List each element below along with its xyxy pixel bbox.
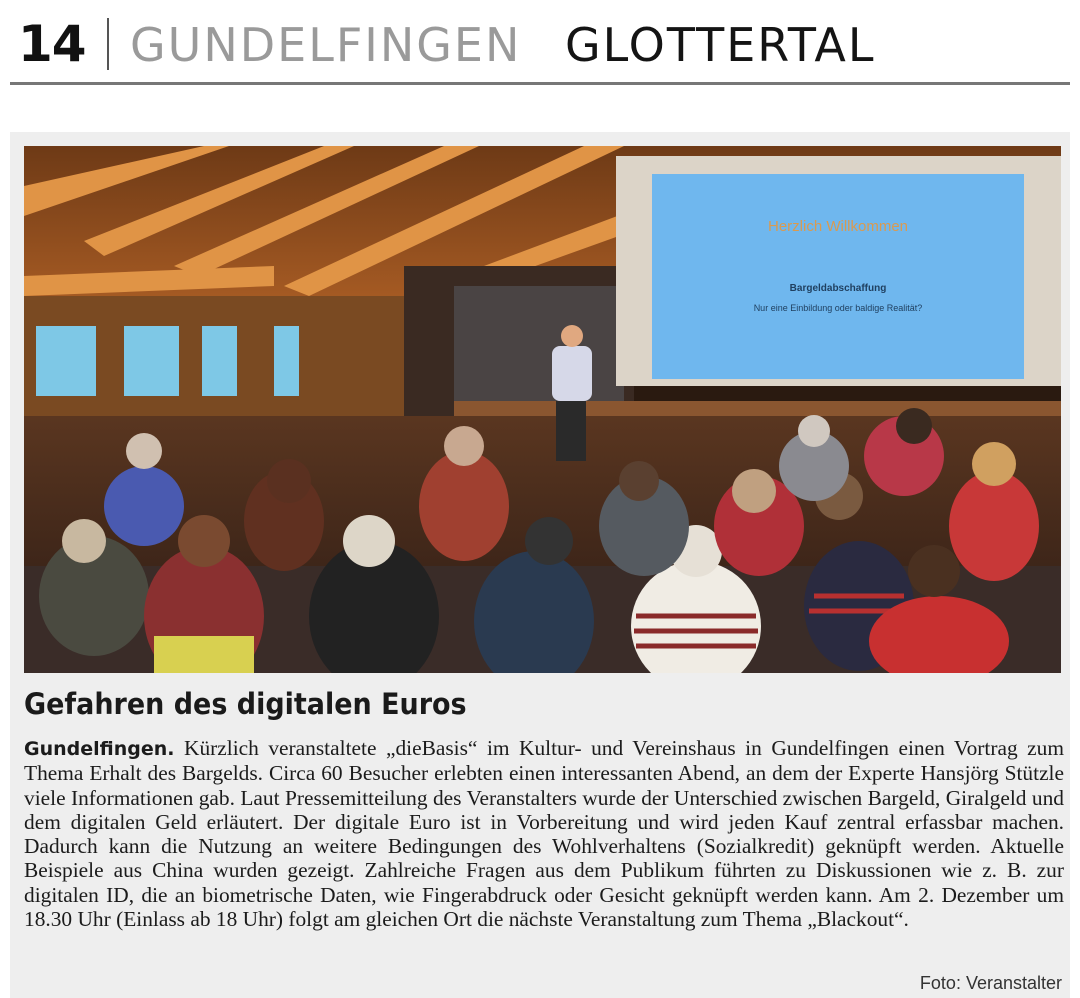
section-title-local: GUNDELFINGEN (130, 18, 522, 72)
page-number: 14 (18, 15, 86, 73)
slide-line1: Bargeldabschaffung (789, 283, 887, 294)
section-title-sub: GLOTTERTAL (565, 18, 876, 72)
page-header (0, 0, 1080, 88)
article (10, 132, 1070, 998)
article-headline: Gefahren des digitalen Euros (24, 687, 467, 721)
event-photo-illustration (24, 146, 1061, 673)
article-body (24, 736, 1064, 931)
slide-title: Herzlich Willkommen (767, 218, 909, 235)
article-dateline: Gundelfingen. (24, 738, 175, 760)
photo-credit: Foto: Veranstalter (919, 973, 1062, 993)
header-divider (107, 18, 109, 70)
header-rule (10, 82, 1070, 85)
article-body-text: Kürzlich veranstaltete „dieBasis“ im Kultur- und Vereinshaus in Gundelfingen einen Vortrag zum Thema Erhalt des Bargelds. Circa 60 Besucher erlebten einen interessanten Abend, an dem der Experte Hansjörg Stützle viele Informationen gab. Laut Pressemitteilung des Veranstalters wurde der Unterschied zwischen Bargeld, Giralgeld und dem digitalen Geld erläutert. Der digitale Euro ist in Vorbereitung und wird jeden Kauf zentral erfassbar machen. Dadurch kann die Nutzung an weitere Bedingungen des Wohlverhaltens (Sozialkredit) geknüpft werden. Aktuelle Beispiele aus China wurden gezeigt. Zahlreiche Fragen aus dem Publikum führten zu Diskussionen wie z. B. zur digitalen ID, die an biometrische Daten, wie Fingerabdruck oder Gesicht geknüpft werden kann. Am 2. Dezember um 18.30 Uhr (Einlass ab 18 Uhr) folgt am gleichen Ort die nächste Veranstaltung zum Thema „Blackout“. (24, 736, 1064, 932)
slide-line2: Nur eine Einbildung oder baldige Realität? (753, 303, 923, 313)
article-photo (24, 146, 1061, 673)
